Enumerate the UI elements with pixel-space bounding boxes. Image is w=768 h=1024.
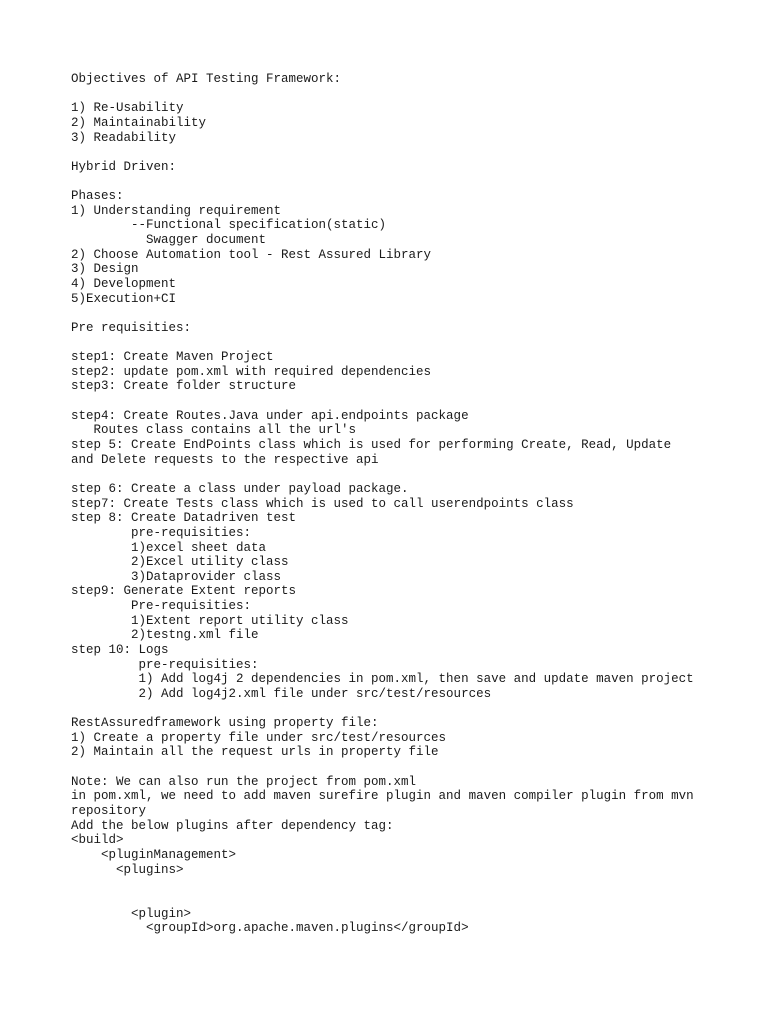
document-line: 1) Understanding requirement <box>71 203 282 218</box>
document-line: 1) Re-Usability <box>71 101 184 116</box>
document-line: 3) Design <box>71 262 139 277</box>
document-line: 3) Readability <box>71 130 177 145</box>
document-line: RestAssuredframework using property file: <box>71 716 379 731</box>
document-line: pre-requisities: <box>71 525 252 540</box>
document-line: <pluginManagement> <box>71 847 237 862</box>
document-line: step3: Create folder structure <box>71 379 297 394</box>
document-line: 2) Choose Automation tool - Rest Assured Library <box>71 247 432 262</box>
document-line: step9: Generate Extent reports <box>71 584 297 599</box>
document-line: step4: Create Routes.Java under api.endpoints package <box>71 408 469 423</box>
document-line: 1) Add log4j 2 dependencies in pom.xml, then save and update maven project <box>71 672 694 687</box>
document-line <box>71 87 694 102</box>
document-line: Phases: <box>71 189 124 204</box>
document-line <box>71 306 694 321</box>
document-line <box>71 467 694 482</box>
document-line: Pre requisities: <box>71 320 192 335</box>
document-line: 1)excel sheet data <box>71 540 267 555</box>
document-line: step 10: Logs <box>71 642 169 657</box>
document-line: in pom.xml, we need to add maven surefire plugin and maven compiler plugin from mvn <box>71 789 694 804</box>
document-line: 1) Create a property file under src/test/resources <box>71 730 447 745</box>
document-line <box>71 174 694 189</box>
document-line: repository <box>71 804 147 819</box>
document-line <box>71 877 694 892</box>
document-line: 2) Maintainability <box>71 115 207 130</box>
document-line: 4) Development <box>71 276 177 291</box>
document-line <box>71 145 694 160</box>
document-line: step2: update pom.xml with required dependencies <box>71 364 432 379</box>
document-line: Add the below plugins after dependency tag: <box>71 818 394 833</box>
document-line: 2)testng.xml file <box>71 628 259 643</box>
document-line: 2) Maintain all the request urls in property file <box>71 745 439 760</box>
document-line: pre-requisities: <box>71 657 259 672</box>
document-line: step1: Create Maven Project <box>71 350 274 365</box>
document-line: <build> <box>71 833 124 848</box>
document-line <box>71 892 694 907</box>
document-line: Swagger document <box>71 233 267 248</box>
document-line: 2)Excel utility class <box>71 555 289 570</box>
document-line: <plugin> <box>71 906 192 921</box>
document-line: 3)Dataprovider class <box>71 569 282 584</box>
document-line <box>71 702 694 717</box>
document-line <box>71 394 694 409</box>
document-body <box>71 72 694 936</box>
document-line: <plugins> <box>71 862 184 877</box>
document-line: step 8: Create Datadriven test <box>71 511 297 526</box>
document-line: 5)Execution+CI <box>71 291 177 306</box>
document-line: step 5: Create EndPoints class which is used for performing Create, Read, Update <box>71 438 672 453</box>
document-line: --Functional specification(static) <box>71 218 387 233</box>
document-line: step 6: Create a class under payload package. <box>71 481 409 496</box>
document-line: 1)Extent report utility class <box>71 613 349 628</box>
document-line: Objectives of API Testing Framework: <box>71 72 342 86</box>
document-line: <groupId>org.apache.maven.plugins</groupId> <box>71 921 469 936</box>
document-line: Hybrid Driven: <box>71 159 177 174</box>
document-line: and Delete requests to the respective api <box>71 452 379 467</box>
document-line <box>71 336 694 351</box>
document-line <box>71 760 694 775</box>
document-line: 2) Add log4j2.xml file under src/test/resources <box>71 686 492 701</box>
document-line: Pre-requisities: <box>71 599 252 614</box>
document-line: Routes class contains all the url's <box>71 423 357 438</box>
document-line: step7: Create Tests class which is used to call userendpoints class <box>71 496 574 511</box>
document-line: Note: We can also run the project from pom.xml <box>71 774 417 789</box>
